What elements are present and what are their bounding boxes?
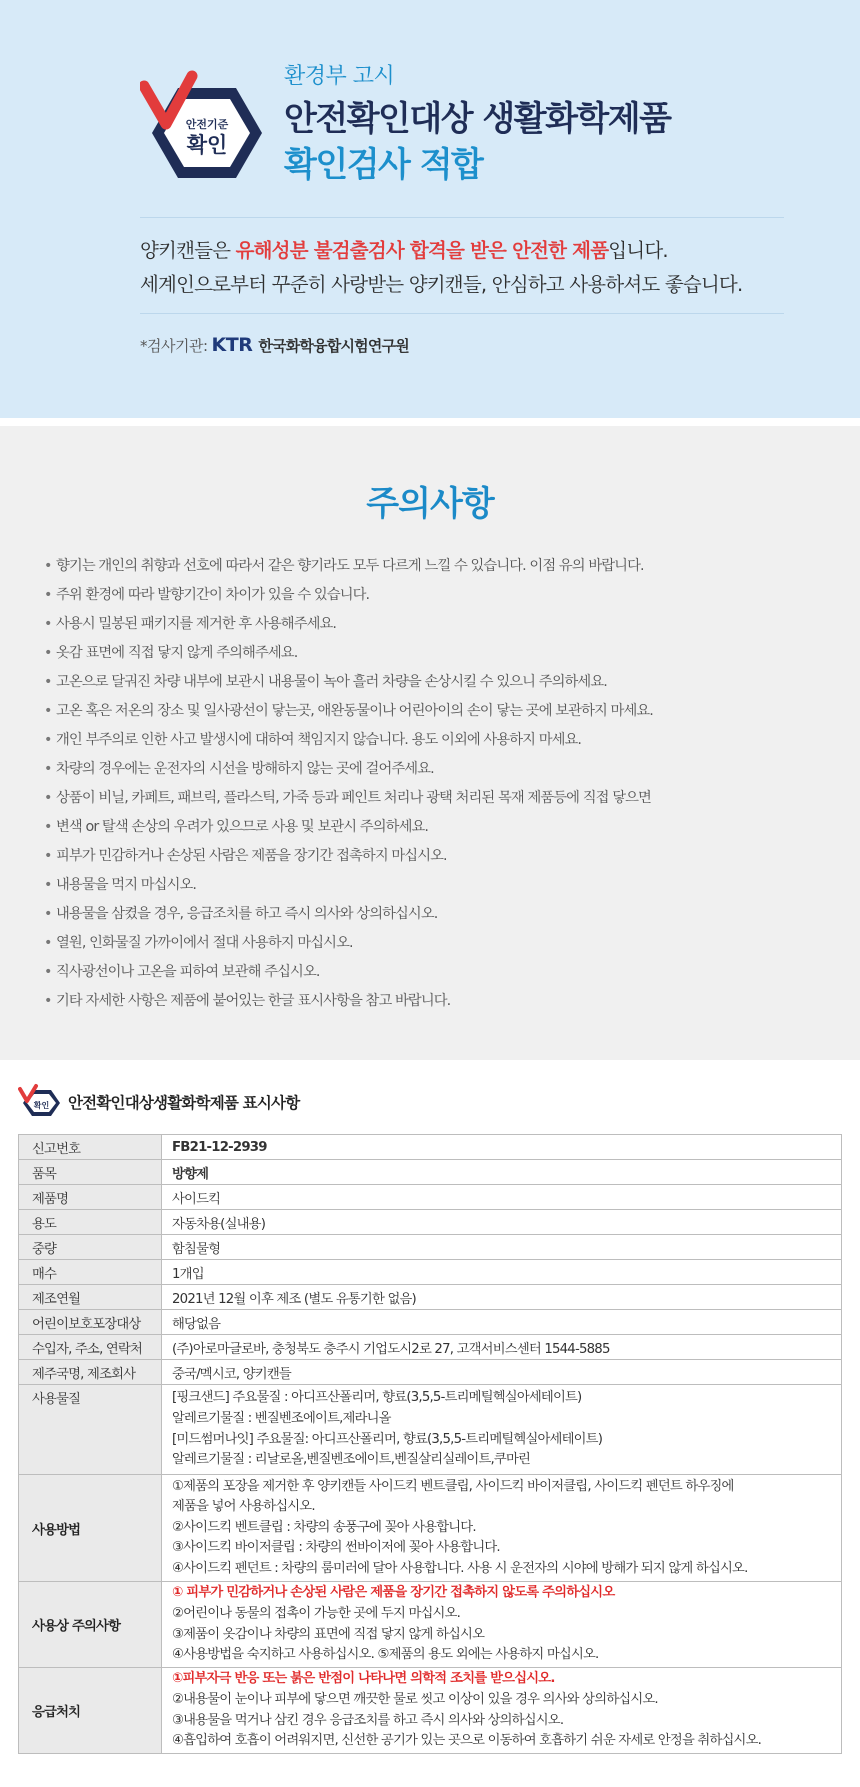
- row-value: [162, 1475, 842, 1582]
- caution-item: • 주위 환경에 따라 발향기간이 차이가 있을 수 있습니다.: [44, 587, 370, 603]
- row-key: 제조연월: [19, 1285, 162, 1310]
- caution-item: • 직사광선이나 고온을 피하여 보관해 주십시오.: [44, 964, 320, 980]
- caution-text: 피부가 민감하거나 손상된 사람은 제품을 장기간 접촉하지 마십시오.: [56, 848, 447, 864]
- caution-item: • 고온 혹은 저온의 장소 및 일사광선이 닿는곳, 애완동물이나 어린아이의 손이 닿는 곳에 보관하지 마세요.: [44, 703, 653, 719]
- table-row: [19, 1210, 842, 1235]
- inspection-label: *검사기관:: [140, 336, 208, 355]
- caution-title: 주의사항: [366, 484, 494, 524]
- substance-line: [미드썸머나잇] 주요물질: 아디프산폴리머, 향료(3,5,5-트리메틸헥실아세테이트): [172, 1431, 603, 1447]
- first-aid-warning: ①피부자극 반응 또는 붉은 반점이 나타나면 의학적 조치를 받으십시오.: [172, 1671, 555, 1687]
- description-line2: 세계인으로부터 꾸준히 사랑받는 양키캔들, 안심하고 사용하셔도 좋습니다.: [140, 273, 743, 296]
- table-row: [19, 1668, 842, 1754]
- table-row: [19, 1385, 842, 1475]
- certification-description: [140, 234, 800, 302]
- caution-text: 기타 자세한 사항은 제품에 붙어있는 한글 표시사항을 참고 바랍니다.: [56, 993, 451, 1009]
- direction-line: ④사이드킥 펜던트 : 차량의 룸미러에 달아 사용합니다. 사용 시 운전자의 시야에 방해가 되지 않게 하십시오.: [172, 1560, 748, 1576]
- authority-label: 환경부 고시: [284, 64, 395, 89]
- row-value: 2021년 12월 이후 제조 (별도 유통기한 없음): [162, 1285, 842, 1310]
- badge-small-text: 안전기준: [185, 118, 229, 131]
- row-value: (주)아로마글로바, 충청북도 충주시 기업도시2로 27, 고객서비스센터 1544-5885: [162, 1335, 842, 1360]
- caution-item: • 차량의 경우에는 운전자의 시선을 방해하지 않는 곳에 걸어주세요.: [44, 761, 434, 777]
- divider: [140, 217, 784, 218]
- row-key: 용도: [19, 1210, 162, 1235]
- table-row: [19, 1475, 842, 1582]
- substance-line: 알레르기물질 : 리날로올,벤질벤조에이트,벤질살리실레이트,쿠마린: [172, 1452, 531, 1468]
- safety-certification-section: [0, 0, 860, 418]
- table-row: [19, 1285, 842, 1310]
- direction-line: ②사이드킥 벤트클립 : 차량의 송풍구에 꽂아 사용합니다.: [172, 1519, 476, 1535]
- caution-item: • 옷감 표면에 직접 닿지 않게 주의해주세요.: [44, 645, 298, 661]
- caution-text: 개인 부주의로 인한 사고 발생시에 대하여 책임지지 않습니다. 용도 이외에 사용하지 마세요.: [56, 732, 582, 748]
- row-key: 품목: [19, 1160, 162, 1185]
- product-label-table: [18, 1134, 842, 1754]
- caution-text: 고온으로 달궈진 차량 내부에 보관시 내용물이 녹아 흘러 차량을 손상시킬 수 있으니 주의하세요.: [56, 674, 607, 690]
- inspection-agency: [140, 332, 409, 358]
- ktr-logo-text: KTR: [211, 334, 253, 356]
- caution-text: 내용물을 먹지 마십시오.: [56, 877, 197, 893]
- ktr-logo: [212, 334, 409, 356]
- direction-line: ③사이드킥 바이저클립 : 차량의 썬바이저에 꽂아 사용합니다.: [172, 1540, 500, 1556]
- row-key: 제품명: [19, 1185, 162, 1210]
- caution-item: • 상품이 비닐, 카페트, 패브릭, 플라스틱, 가죽 등과 페인트 처리나 광택 처리된 목재 제품등에 직접 닿으면: [44, 790, 651, 806]
- caution-text: 열원, 인화물질 가까이에서 절대 사용하지 마십시오.: [56, 935, 353, 951]
- precaution-warning: ① 피부가 민감하거나 손상된 사람은 제품을 장기간 접촉하지 않도록 주의하십시오: [172, 1585, 615, 1601]
- table-row: [19, 1160, 842, 1185]
- caution-text: 고온 혹은 저온의 장소 및 일사광선이 닿는곳, 애완동물이나 어린아이의 손이 닿는 곳에 보관하지 마세요.: [56, 703, 653, 719]
- table-row: [19, 1235, 842, 1260]
- row-value: [162, 1668, 842, 1754]
- description-line1: [140, 234, 800, 268]
- substance-line: [핑크샌드] 주요물질 : 아디프산폴리머, 향료(3,5,5-트리메틸헥실아세테이트): [172, 1390, 582, 1406]
- caution-item: • 개인 부주의로 인한 사고 발생시에 대하여 책임지지 않습니다. 용도 이외에 사용하지 마세요.: [44, 732, 582, 748]
- row-key: 제주국명, 제조회사: [19, 1360, 162, 1385]
- description-suffix: 입니다.: [608, 239, 668, 262]
- first-aid-line: ④흡입하여 호흡이 어려워지면, 신선한 공기가 있는 곳으로 이동하여 호흡하기 쉬운 자세로 안정을 취하십시오.: [172, 1733, 762, 1749]
- row-value: 해당없음: [162, 1310, 842, 1335]
- row-key: 사용방법: [19, 1475, 162, 1582]
- precaution-line: ③제품이 옷감이나 차량의 표면에 직접 닿지 않게 하십시오: [172, 1626, 485, 1642]
- caution-item: • 기타 자세한 사항은 제품에 붙어있는 한글 표시사항을 참고 바랍니다.: [44, 993, 451, 1009]
- table-row: [19, 1185, 842, 1210]
- row-value: 방향제: [162, 1160, 842, 1185]
- label-title: 안전확인대상생활화학제품 표시사항: [68, 1094, 300, 1112]
- table-row: [19, 1360, 842, 1385]
- row-value: [162, 1582, 842, 1668]
- caution-text: 향기는 개인의 취향과 선호에 따라서 같은 향기라도 모두 다르게 느낄 수 있습니다. 이점 유의 바랍니다.: [56, 558, 644, 574]
- caution-text: 사용시 밀봉된 패키지를 제거한 후 사용해주세요.: [56, 616, 337, 632]
- row-value: 함침물형: [162, 1235, 842, 1260]
- row-value: 중국/멕시코, 양키캔들: [162, 1360, 842, 1385]
- caution-item: • 열원, 인화물질 가까이에서 절대 사용하지 마십시오.: [44, 935, 353, 951]
- certification-heading: [284, 62, 804, 188]
- caution-text: 주위 환경에 따라 발향기간이 차이가 있을 수 있습니다.: [56, 587, 370, 603]
- table-row: [19, 1310, 842, 1335]
- direction-line: ①제품의 포장을 제거한 후 양키캔들 사이드킥 벤트클립, 사이드킥 바이저클립, 사이드킥 펜던트 하우징에: [172, 1478, 734, 1494]
- first-aid-line: ③내용물을 먹거나 삼킨 경우 응급조치를 하고 즉시 의사와 상의하십시오.: [172, 1712, 564, 1728]
- table-row: [19, 1335, 842, 1360]
- safety-check-badge-icon: [18, 1083, 62, 1121]
- caution-section: [0, 426, 860, 1060]
- caution-text: 변색 or 탈색 손상의 우려가 있으므로 사용 및 보관시 주의하세요.: [56, 819, 429, 835]
- row-key: 수입자, 주소, 연락처: [19, 1335, 162, 1360]
- table-row: [19, 1260, 842, 1285]
- row-key: 사용물질: [19, 1385, 162, 1475]
- row-value: [162, 1385, 842, 1475]
- badge-small-label: 확인: [33, 1101, 50, 1110]
- row-key: 신고번호: [19, 1135, 162, 1160]
- caution-item: • 내용물을 삼켰을 경우, 응급조치를 하고 즉시 의사와 상의하십시오.: [44, 906, 438, 922]
- caution-item: • 피부가 민감하거나 손상된 사람은 제품을 장기간 접촉하지 마십시오.: [44, 848, 447, 864]
- row-value: 사이드킥: [162, 1185, 842, 1210]
- row-key: 중량: [19, 1235, 162, 1260]
- caution-item: • 고온으로 달궈진 차량 내부에 보관시 내용물이 녹아 흘러 차량을 손상시킬 수 있으니 주의하세요.: [44, 674, 607, 690]
- caution-text: 상품이 비닐, 카페트, 패브릭, 플라스틱, 가죽 등과 페인트 처리나 광택 처리된 목재 제품등에 직접 닿으면: [56, 790, 651, 806]
- caution-text: 차량의 경우에는 운전자의 시선을 방해하지 않는 곳에 걸어주세요.: [56, 761, 434, 777]
- caution-text: 내용물을 삼켰을 경우, 응급조치를 하고 즉시 의사와 상의하십시오.: [56, 906, 438, 922]
- description-prefix: 양키캔들은: [140, 239, 236, 262]
- description-highlight: 유해성분 불검출검사 합격을 받은 안전한 제품: [235, 239, 609, 262]
- label-heading: [18, 1082, 299, 1122]
- ktr-name: 한국화학융합시험연구원: [258, 336, 409, 355]
- table-row: [19, 1582, 842, 1668]
- row-value: 1개입: [162, 1260, 842, 1285]
- caution-text: 옷감 표면에 직접 닿지 않게 주의해주세요.: [56, 645, 298, 661]
- substance-line: 알레르기물질 : 벤질벤조에이트,제라니올: [172, 1410, 391, 1426]
- row-key: 어린이보호포장대상: [19, 1310, 162, 1335]
- badge-big-text: 확인: [186, 133, 228, 157]
- precaution-line: ②어린이나 동물의 접촉이 가능한 곳에 두지 마십시오.: [172, 1605, 461, 1621]
- direction-line: 제품을 넣어 사용하십시오.: [172, 1499, 315, 1515]
- caution-text: 직사광선이나 고온을 피하여 보관해 주십시오.: [56, 964, 320, 980]
- caution-item: • 향기는 개인의 취향과 선호에 따라서 같은 향기라도 모두 다르게 느낄 수 있습니다. 이점 유의 바랍니다.: [44, 558, 644, 574]
- certification-title-line1: 안전확인대상 생활화학제품: [284, 99, 671, 139]
- divider: [140, 313, 784, 314]
- caution-item: • 내용물을 먹지 마십시오.: [44, 877, 197, 893]
- row-value: FB21-12-2939: [162, 1135, 842, 1160]
- caution-item: • 사용시 밀봉된 패키지를 제거한 후 사용해주세요.: [44, 616, 337, 632]
- caution-list: [44, 552, 844, 1016]
- row-key: 응급처치: [19, 1668, 162, 1754]
- row-value: 자동차용(실내용): [162, 1210, 842, 1235]
- caution-item: • 변색 or 탈색 손상의 우려가 있으므로 사용 및 보관시 주의하세요.: [44, 819, 429, 835]
- first-aid-line: ②내용물이 눈이나 피부에 닿으면 깨끗한 물로 씻고 이상이 있을 경우 의사와 상의하십시오.: [172, 1691, 658, 1707]
- row-key: 매수: [19, 1260, 162, 1285]
- row-key: 사용상 주의사항: [19, 1582, 162, 1668]
- safety-check-badge-icon: [140, 68, 265, 186]
- table-row: [19, 1135, 842, 1160]
- certification-title-line2: 확인검사 적합: [284, 145, 483, 185]
- precaution-line: ④사용방법을 숙지하고 사용하십시오. ⑤제품의 용도 외에는 사용하지 마십시오.: [172, 1647, 599, 1663]
